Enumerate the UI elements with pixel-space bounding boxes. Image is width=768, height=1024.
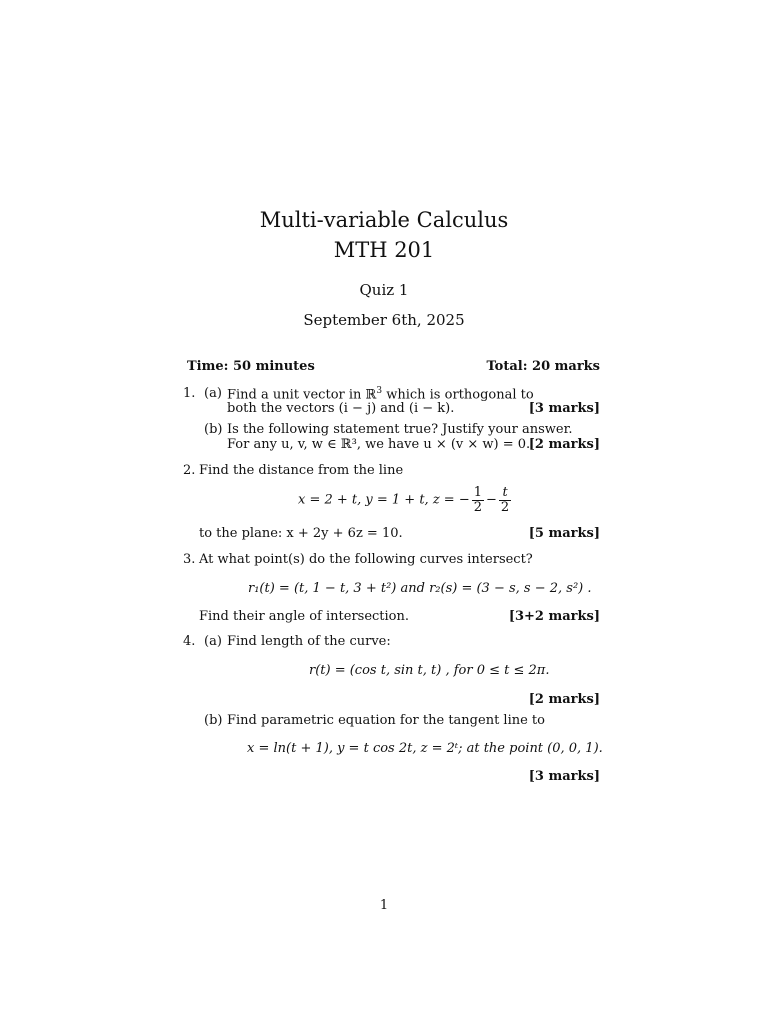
course-code: MTH 201 [333,238,435,262]
q1b-label: (b) [204,422,223,437]
q2-text: Find the distance from the line [199,463,404,478]
q2-number: 2. [183,463,196,478]
q1-number: 1. [183,386,196,401]
q2-line-equation: x = 2 + t, y = 1 + t, z = − $\frac{1}{2}$ − $\frac{t}{2}$ [298,485,510,515]
q2-marks: [5 marks] [528,526,600,541]
q1b-marks: [2 marks] [528,437,600,452]
q4a-label: (a) [204,634,222,649]
quiz-date: September 6th, 2025 [303,311,465,329]
q1a-label: (a) [204,386,222,401]
q4a-equation: r(t) = (cos t, sin t, t) , for 0 ≤ t ≤ 2π. [309,663,550,678]
q3-angle-text: Find their angle of intersection. [199,609,410,624]
page-number: 1 [379,898,389,913]
q3-number: 3. [183,552,196,567]
time-info: Time: 50 minutes [187,359,315,374]
q4b-text: Find parametric equation for the tangent line to [227,713,545,728]
q1b-line1: Is the following statement true? Justify your answer. [227,422,573,437]
q3-curves-equation: r₁(t) = (t, 1 − t, 3 + t²) and r₂(s) = (3 − s, s − 2, s²) . [248,581,592,596]
q4b-label: (b) [204,713,223,728]
q3-text: At what point(s) do the following curves intersect? [199,552,533,567]
q3-marks: [3+2 marks] [508,609,600,624]
total-marks: Total: 20 marks [486,359,600,374]
course-title: Multi-variable Calculus [259,208,509,232]
q2-plane: to the plane: x + 2y + 6z = 10. [199,526,403,541]
q1a-line2: both the vectors (i − j) and (i − k). [227,401,455,416]
q1a-line1: Find a unit vector in ℝ$^3$ which is orthogonal to [227,386,534,403]
quiz-label: Quiz 1 [359,281,409,299]
q4b-equation: x = ln(t + 1), y = t cos 2t, z = 2ᵗ; at the point (0, 0, 1). [247,741,603,756]
q4a-text: Find length of the curve: [227,634,391,649]
q4a-marks: [2 marks] [528,692,600,707]
q4b-marks: [3 marks] [528,769,600,784]
q4-number: 4. [183,634,196,649]
q1a-marks: [3 marks] [528,401,600,416]
q1b-line2: For any u, v, w ∈ ℝ³, we have u × (v × w) = 0. [227,437,531,452]
